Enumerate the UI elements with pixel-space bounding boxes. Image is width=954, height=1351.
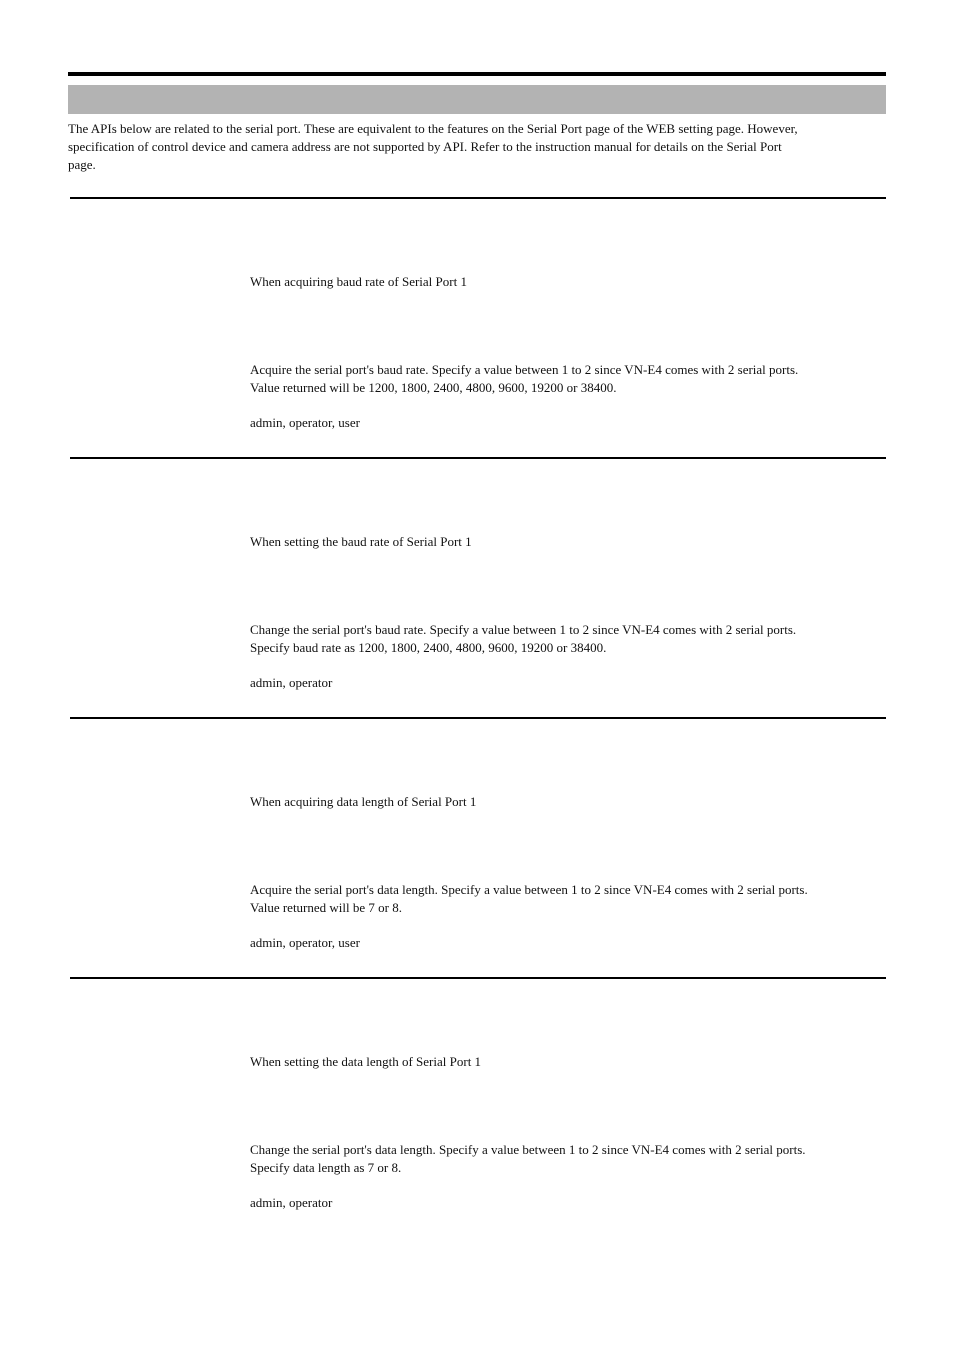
intro-line: specification of control device and camera address are not supported by API. Refer to the instruction manual for details on the Serial Port [68,139,782,154]
intro-line: The APIs below are related to the serial port. These are equivalent to the features on the Serial Port page of the WEB setting page. However, [68,121,798,136]
access-level-text: admin, operator [250,675,333,690]
access-level-text: admin, operator, user [250,415,360,430]
description-text [250,621,886,657]
description-line: Specify baud rate as 1200, 1800, 2400, 4800, 9600, 19200 or 38400. [250,640,607,655]
description-text [250,361,886,397]
entry-divider [70,977,886,979]
intro-paragraph [68,120,886,174]
api-entry-get-baud-rate [70,197,886,457]
api-entry-set-data-length [70,977,886,1237]
example-text: When setting the baud rate of Serial Port 1 [250,534,472,549]
description-line: Acquire the serial port's data length. Specify a value between 1 to 2 since VN-E4 comes with 2 serial ports. [250,882,808,897]
example-text: When acquiring baud rate of Serial Port 1 [250,274,467,289]
top-rule [68,72,886,76]
description-line: Change the serial port's baud rate. Specify a value between 1 to 2 since VN-E4 comes with 2 serial ports. [250,622,797,637]
description-text [250,881,886,917]
description-line: Specify data length as 7 or 8. [250,1160,402,1175]
intro-line: page. [68,157,96,172]
section-header-band [68,85,886,114]
access-level-text: admin, operator, user [250,935,360,950]
entry-divider [70,457,886,459]
description-line: Value returned will be 7 or 8. [250,900,402,915]
description-line: Acquire the serial port's baud rate. Specify a value between 1 to 2 since VN-E4 comes with 2 serial ports. [250,362,799,377]
entry-divider [70,717,886,719]
api-entry-get-data-length [70,717,886,977]
example-text: When acquiring data length of Serial Port 1 [250,794,477,809]
description-line: Value returned will be 1200, 1800, 2400, 4800, 9600, 19200 or 38400. [250,380,617,395]
description-line: Change the serial port's data length. Specify a value between 1 to 2 since VN-E4 comes with 2 serial ports. [250,1142,806,1157]
entry-divider [70,197,886,199]
access-level-text: admin, operator [250,1195,333,1210]
example-text: When setting the data length of Serial Port 1 [250,1054,482,1069]
description-text [250,1141,886,1177]
api-entry-set-baud-rate [70,457,886,717]
